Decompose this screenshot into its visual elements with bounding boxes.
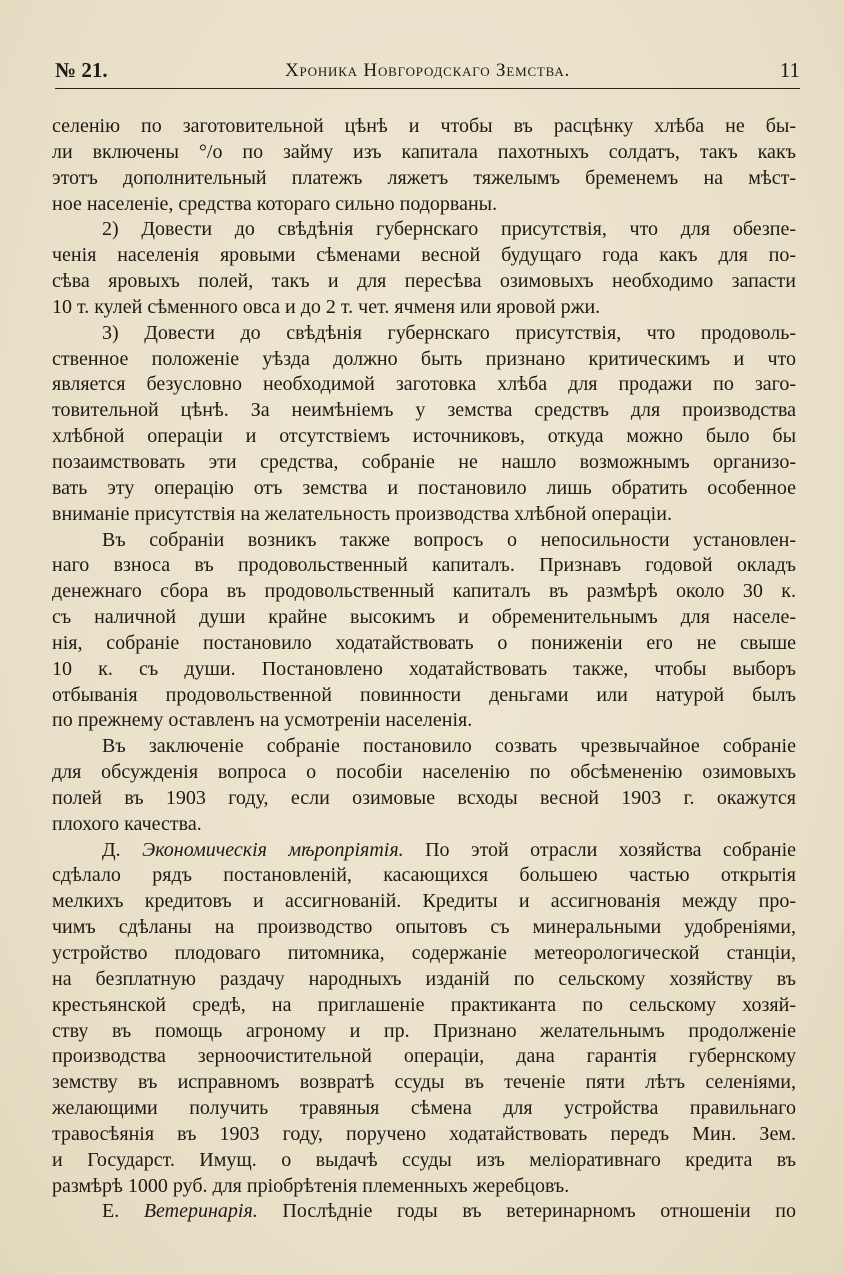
section-title: Экономическія мѣропріятія.: [142, 838, 404, 861]
text-line: 3) Довести до свѣдѣнія губернскаго присутствія, что продоволь-: [102, 321, 796, 344]
text-line: [52, 838, 796, 864]
text-line: вниманіе присутствія на желательность производства хлѣбной операціи.: [52, 502, 672, 525]
text-line: мелкихъ кредитовъ и ассигнованій. Кредиты и ассигнованія между про-: [52, 890, 796, 913]
text-line: ли включены °/о по займу изъ капитала пахотныхъ солдатъ, такъ какъ: [52, 140, 796, 163]
text-line: товительной цѣнѣ. За неимѣніемъ у земства средствъ для производства: [52, 399, 796, 422]
text-line: плохого качества.: [52, 812, 202, 835]
text-line: для обсужденія вопроса о пособіи населенію по обсѣмененію озимовыхъ: [52, 761, 796, 784]
text-line: Въ собраніи возникъ также вопросъ о непосильности установлен-: [102, 528, 796, 551]
text-line: является безусловно необходимой заготовка хлѣба для продажи по заго-: [52, 373, 796, 396]
text-line: 2) Довести до свѣдѣнія губернскаго присутствія, что для обезпе-: [102, 218, 796, 241]
text-line: размѣрѣ 1000 руб. для пріобрѣтенія племенныхъ жеребцовъ.: [52, 1174, 570, 1197]
text-line: отбыванія продовольственной повинности деньгами или натурой былъ: [52, 683, 796, 706]
text-line: сѣва яровыхъ полей, такъ и для пересѣва озимовыхъ необходимо запасти: [52, 270, 796, 293]
text-line: съ наличной души крайне высокимъ и обременительнымъ для населе-: [52, 606, 796, 629]
section-title: Ветеринарія.: [143, 1200, 258, 1223]
page-header: [55, 58, 800, 89]
text-line: нія, собраніе постановило ходатайствовать о пониженіи его не свыше: [52, 631, 796, 654]
text-line: 10 к. съ души. Постановлено ходатайствовать также, чтобы выборъ: [52, 657, 796, 680]
text-line: ственное положеніе уѣзда должно быть признано критическимъ и что: [52, 347, 796, 370]
text-line: производства зерноочистительной операціи, дана гарантія губернскому: [52, 1045, 796, 1068]
text-line: позаимствовать эти средства, собраніе не нашло возможнымъ организо-: [52, 450, 796, 473]
text-line: сдѣлало рядъ постановленій, касающихся большею частью открытія: [52, 864, 796, 887]
text-line: на безплатную раздачу народныхъ изданій по сельскому хозяйству въ: [52, 967, 796, 990]
text-line: [52, 1199, 796, 1225]
text-line: Въ заключеніе собраніе постановило созвать чрезвычайное собраніе: [102, 735, 796, 758]
text-line: и Государст. Имущ. о выдачѣ ссуды изъ меліоративнаго кредита въ: [52, 1148, 796, 1171]
text-line: селенію по заготовительной цѣнѣ и чтобы въ расцѣнку хлѣба не бы-: [52, 115, 796, 137]
text-line: хлѣбной операціи и отсутствіемъ источниковъ, откуда можно было бы: [52, 425, 796, 448]
text-line: денежнаго сбора въ продовольственный капиталъ въ размѣрѣ около 30 к.: [52, 580, 796, 603]
issue-number: № 21.: [55, 58, 108, 82]
text-body: [52, 114, 796, 1225]
text-line: по прежнему оставленъ на усмотреніи населенія.: [52, 709, 473, 732]
running-title: Хроника Новгородскаго Земства.: [284, 60, 571, 81]
text-line: земству въ исправномъ возвратѣ ссуды въ теченіе пяти лѣтъ селеніями,: [52, 1071, 796, 1094]
text-line: 10 т. кулей сѣменного овса и до 2 т. чет. ячменя или яровой ржи.: [52, 295, 601, 318]
text-line: крестьянской средѣ, на приглашеніе практиканта по сельскому хозяй-: [52, 993, 796, 1016]
text-line: желающими получить травяныя сѣмена для устройства правильнаго: [52, 1097, 796, 1120]
section-letter: Д.: [102, 838, 143, 861]
text-line: ству въ помощь агроному и пр. Признано желательнымъ продолженіе: [52, 1019, 796, 1042]
page-number: 11: [779, 58, 800, 82]
section-letter: Е.: [102, 1200, 144, 1223]
text-line: этотъ дополнительный платежъ ляжетъ тяжелымъ бременемъ на мѣст-: [52, 166, 796, 189]
section-text: Послѣдніе годы въ ветеринарномъ отношеніи по: [257, 1200, 797, 1223]
text-line: устройство плодоваго питомника, содержаніе метеорологической станціи,: [52, 942, 796, 964]
section-text: По этой отрасли хозяйства собраніе: [403, 838, 797, 861]
text-line: ченія населенія яровыми сѣменами весной будущаго года какъ для по-: [52, 244, 796, 267]
text-line: наго взноса въ продовольственный капиталъ. Признавъ годовой окладъ: [52, 554, 796, 577]
text-line: чимъ сдѣланы на производство опытовъ съ минеральными удобреніями,: [52, 916, 796, 939]
text-line: ное населеніе, средства котораго сильно подорваны.: [52, 192, 498, 215]
text-line: травосѣянія въ 1903 году, поручено ходатайствовать передъ Мин. Зем.: [52, 1122, 796, 1145]
text-line: полей въ 1903 году, если озимовые всходы весной 1903 г. окажутся: [52, 786, 796, 809]
text-line: вать эту операцію отъ земства и постановило лишь обратить особенное: [52, 476, 796, 499]
